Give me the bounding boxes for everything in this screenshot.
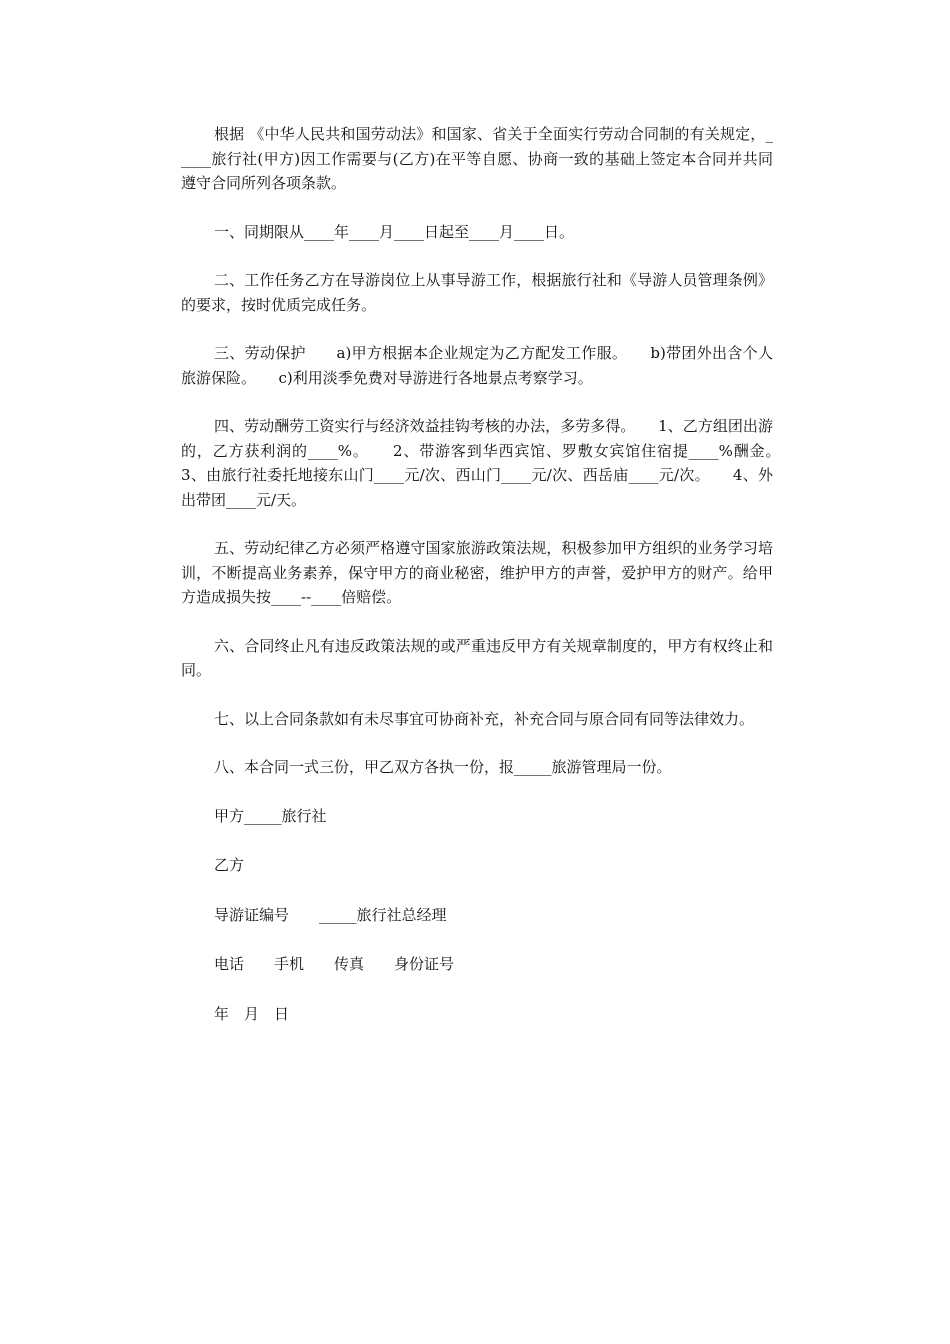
contract-document: [181, 122, 804, 1051]
clause-supplement: 七、以上合同条款如有未尽事宜可协商补充，补充合同与原合同有同等法律效力。: [214, 709, 755, 728]
clause-termination: 六、合同终止凡有违反政策法规的或严重违反甲方有关规章制度的，甲方有权终止和同。: [181, 636, 773, 679]
clause-term: 一、同期限从____年____月____日起至____月____日。: [214, 222, 575, 241]
party-b-line: 乙方: [214, 856, 245, 874]
contact-line: 电话 手机 传真 身份证号: [214, 955, 455, 973]
clause-work-task: 二、工作任务乙方在导游岗位上从事导游工作，根据旅行社和《导游人员管理条例》的要求，按时优质完成任务。: [181, 271, 773, 314]
clause-labor-protection: 三、劳动保护 a)甲方根据本企业规定为乙方配发工作服。 b)带团外出含个人旅游保险。 c)利用淡季免费对导游进行各地景点考察学习。: [181, 344, 773, 387]
clause-remuneration: 四、劳动酬劳工资实行与经济效益挂钩考核的办法，多劳多得。 1、乙方组团出游的，乙方获利润的____%。 2、带游客到华西宾馆、罗敷女宾馆住宿提____%酬金。 3、由旅行社委托地接东山门____元/次、西山门____元/次、西岳庙____元/次。 4、外出带团____元/天。: [181, 417, 804, 509]
preamble-paragraph: 根据 《中华人民共和国劳动法》和国家、省关于全面实行劳动合同制的有关规定，_____旅行社(甲方)因工作需要与(乙方)在平等自愿、协商一致的基础上签定本合同并共同遵守合同所列各项条款。: [181, 125, 773, 192]
guide-certificate-line: 导游证编号 _____旅行社总经理: [214, 905, 447, 924]
date-line: 年 月 日: [214, 1004, 290, 1023]
party-a-line: 甲方_____旅行社: [214, 806, 327, 825]
clause-copies: 八、本合同一式三份，甲乙双方各执一份，报_____旅游管理局一份。: [214, 758, 672, 776]
clause-discipline: 五、劳动纪律乙方必须严格遵守国家旅游政策法规，积极参加甲方组织的业务学习培训，不断提高业务素养，保守甲方的商业秘密，维护甲方的声誉，爱护甲方的财产。给甲方造成损失按____--____倍赔偿。: [181, 539, 773, 606]
